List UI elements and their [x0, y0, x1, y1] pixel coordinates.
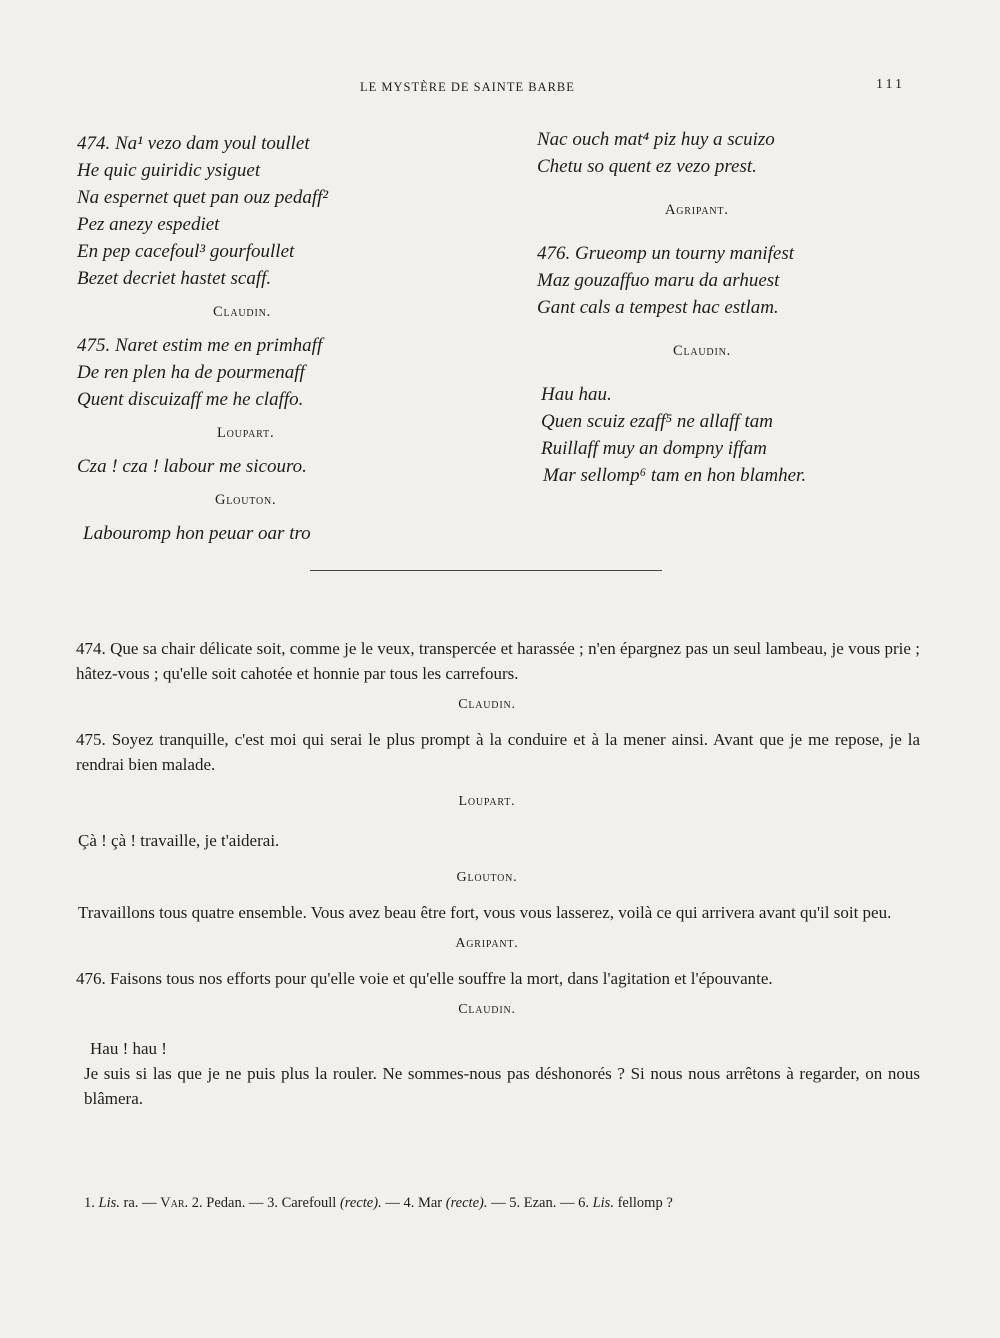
speaker-label: Agripant. — [455, 936, 519, 951]
footnote-abbrev: Lis. — [98, 1195, 120, 1211]
footnote-text: — 4. Mar — [385, 1195, 443, 1211]
speaker-label: Claudin. — [673, 343, 732, 359]
page-number: 111 — [876, 77, 905, 92]
speaker-label: Agripant. — [665, 202, 729, 218]
paragraph: 474. Que sa chair délicate soit, comme je le veux, transpercée et harassée ; n'en épargnez pas un seul lambeau, je vous prie ; hâtez-vous ; qu'elle soit cahotée et honnie par tous les carrefours. — [76, 639, 920, 683]
footnote-number: 1. — [84, 1195, 95, 1211]
speaker-label: Claudin. — [458, 1002, 516, 1017]
footnotes — [84, 1195, 904, 1212]
verse-line: 476. Grueomp un tourny manifest — [537, 243, 795, 264]
paragraph: Je suis si las que je ne puis plus la rouler. Ne sommes-nous pas déshonorés ? Si nous nous arrêtons à regarder, on nous blâmera. — [84, 1064, 920, 1108]
footnote-abbrev: (recte). — [339, 1195, 382, 1211]
speaker-label: Claudin. — [458, 697, 516, 712]
footnote-abbrev: Lis. — [592, 1195, 614, 1211]
verse-line: Pez anezy espediet — [77, 214, 220, 235]
verse-line: Gant cals a tempest hac estlam. — [537, 297, 779, 318]
paragraph: Hau ! hau ! — [90, 1039, 167, 1058]
verse-line: Ruillaff muy an dompny iffam — [541, 438, 767, 459]
paragraph: 475. Soyez tranquille, c'est moi qui serai le plus prompt à la conduire et à la mener ainsi. Avant que je me repose, je la rendrai bien malade. — [76, 730, 920, 774]
speaker-label: Loupart. — [217, 425, 275, 441]
footnote-text: ra. — — [123, 1195, 157, 1211]
footnote-abbrev: (recte). — [445, 1195, 488, 1211]
verse-line: De ren plen ha de pourmenaff — [77, 362, 305, 383]
verse-line: Cza ! cza ! labour me sicouro. — [77, 456, 307, 477]
verse-line: En pep cacefoul³ gourfoullet — [77, 241, 295, 262]
verse-line: Nac ouch mat⁴ piz huy a scuizo — [537, 129, 775, 150]
footnote-abbrev: Var. — [160, 1195, 189, 1211]
breton-verse-left-column — [77, 130, 497, 547]
footnote-text: fellomp ? — [617, 1195, 673, 1211]
verse-line: Hau hau. — [541, 384, 612, 405]
french-translation — [54, 636, 920, 1111]
verse-line: Bezet decriet hastet scaff. — [77, 268, 272, 289]
verse-line: Mar sellomp⁶ tam en hon blamher. — [543, 465, 807, 486]
verse-line: Quent discuizaff me he claffo. — [77, 389, 304, 410]
verse-line: 474. Na¹ vezo dam youl toullet — [77, 133, 310, 154]
verse-line: He quic guiridic ysiguet — [77, 160, 261, 181]
verse-line: Quen scuiz ezaff⁵ ne allaff tam — [541, 411, 773, 432]
section-divider — [310, 570, 662, 571]
footnote-text: 3. Carefoull — [267, 1195, 337, 1211]
speaker-label: Loupart. — [458, 794, 516, 809]
speaker-label: Claudin. — [213, 304, 272, 320]
verse-line: Maz gouzaffuo maru da arhuest — [537, 270, 780, 291]
speaker-label: Glouton. — [215, 492, 277, 508]
running-title: LE MYSTÈRE DE SAINTE BARBE — [360, 80, 575, 94]
footnote-text: — 5. Ezan. — 6. — [491, 1195, 589, 1211]
verse-line: Na espernet quet pan ouz pedaff² — [77, 187, 329, 208]
breton-verse-right-column — [537, 126, 957, 489]
paragraph: Çà ! çà ! travaille, je t'aiderai. — [78, 831, 280, 850]
paragraph: 476. Faisons tous nos efforts pour qu'elle voie et qu'elle souffre la mort, dans l'agitation et l'épouvante. — [76, 969, 773, 988]
verse-line: Chetu so quent ez vezo prest. — [537, 156, 757, 177]
footnote-text: 2. Pedan. — — [191, 1195, 264, 1211]
speaker-label: Glouton. — [456, 870, 518, 885]
verse-line: Labouromp hon peuar oar tro — [83, 523, 311, 544]
paragraph: Travaillons tous quatre ensemble. Vous avez beau être fort, vous vous lasserez, voilà ce qui arrivera avant qu'il soit peu. — [78, 903, 892, 922]
verse-line: 475. Naret estim me en primhaff — [77, 335, 323, 356]
